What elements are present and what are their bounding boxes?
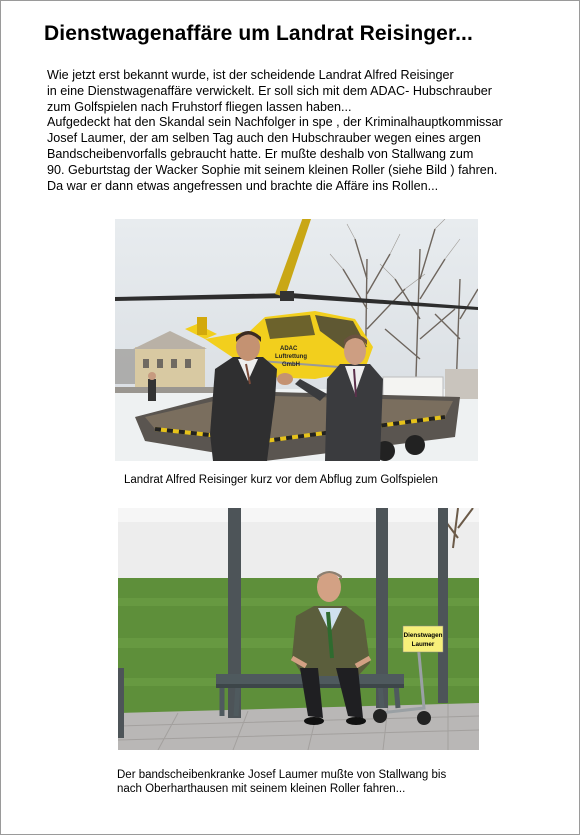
article-line: zum Golfspielen nach Fruhstorf fliegen lassen haben... — [47, 99, 352, 114]
heli-text-3: GmbH — [282, 362, 300, 368]
photo2-caption-line-1: Der bandscheibenkranke Josef Laumer mußte von Stallwang bis — [117, 769, 447, 781]
photo2-caption-line-2: nach Oberharthausen mit seinem kleinen Roller fahren... — [117, 783, 406, 795]
article-line: in eine Dienstwagenaffäre verwickelt. Er soll sich mit dem ADAC- Hubschrauber — [47, 83, 492, 98]
photo1-caption: Landrat Alfred Reisinger kurz vor dem Abflug zum Golfspielen — [124, 474, 438, 486]
sign-line-1: Dienstwagen — [403, 632, 443, 639]
article-line: 90. Geburtstag der Wacker Sophie mit seinem kleinen Roller (siehe Bild ) fahren. — [47, 162, 498, 177]
article-line: Aufgedeckt hat den Skandal sein Nachfolger in spe , der Kriminalhauptkommissar — [47, 115, 503, 130]
heli-text-2: Luftrettung — [275, 354, 307, 360]
helicopter-photo — [115, 219, 478, 461]
sign-line-2: Laumer — [411, 641, 435, 648]
article-body — [47, 68, 557, 194]
article-line: Wie jetzt erst bekannt wurde, ist der scheidende Landrat Alfred Reisinger — [47, 68, 454, 82]
article-line: Da war er dann etwas angefressen und brachte die Affäre ins Rollen... — [47, 178, 439, 193]
heli-text-1: ADAC — [280, 346, 298, 352]
article-title: Dienstwagenaffäre um Landrat Reisinger... — [44, 22, 473, 45]
article-line: Bandscheibenvorfalls gebraucht hatte. Er mußte deshalb von Stallwang zum — [47, 146, 474, 161]
article-line: Josef Laumer, der am selben Tag auch den Hubschrauber wegen eines argen — [47, 131, 481, 146]
bus-stop-photo — [118, 508, 479, 750]
